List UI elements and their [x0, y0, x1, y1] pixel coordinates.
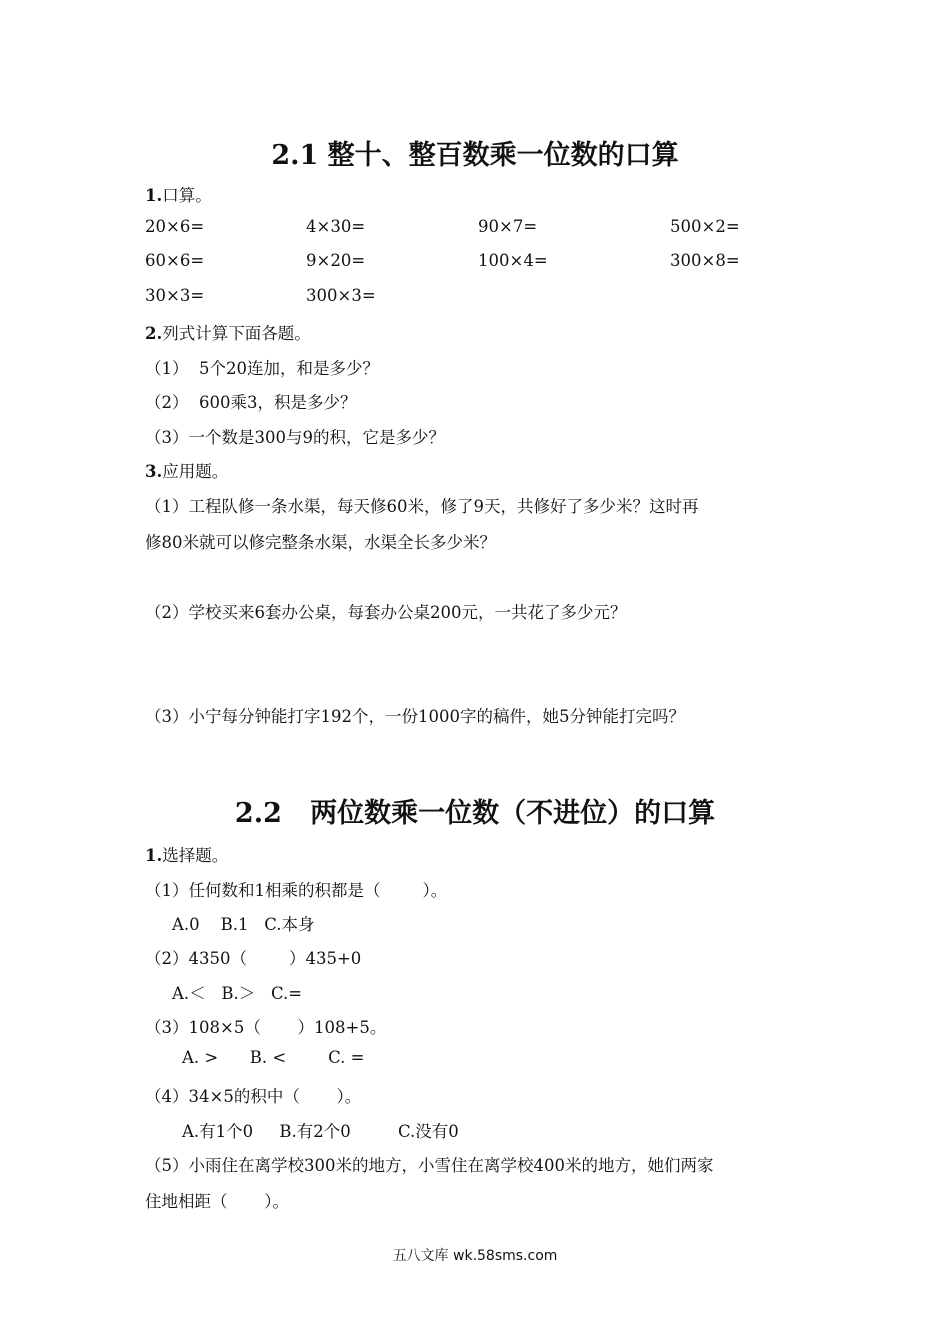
sub-question: （2） 600乘3，积是多少？: [145, 393, 357, 412]
question-text: 选择题。: [162, 846, 229, 865]
oral-calc-item: 30×3=: [145, 286, 205, 305]
question-2-heading: [145, 320, 311, 344]
word-problem-line: （1）工程队修一条水渠，每天修60米，修了9天，共修好了多少米？这时再: [145, 497, 699, 516]
question-text: 应用题。: [162, 462, 229, 481]
oral-calc-item: 300×8=: [670, 251, 740, 270]
oral-calc-item: 9×20=: [306, 251, 366, 270]
question-3-heading: [145, 458, 228, 482]
choice-question: （3）108×5（ ）108+5。: [145, 1018, 387, 1037]
sub-question: （1） 5个20连加，和是多少？: [145, 359, 379, 378]
choice-options: A.有1个0 B.有2个0 C.没有0: [182, 1122, 459, 1141]
question-1-heading: [145, 182, 212, 206]
question-1-heading: [145, 842, 228, 866]
question-text: 口算。: [162, 186, 212, 205]
word-problem: （2）学校买来6套办公桌，每套办公桌200元，一共花了多少元？: [145, 603, 627, 622]
word-problem: （3）小宁每分钟能打字192个，一份1000字的稿件，她5分钟能打完吗？: [145, 707, 685, 726]
question-number: 3.: [145, 462, 163, 481]
oral-calc-item: 300×3=: [306, 286, 376, 305]
oral-calc-item: 60×6=: [145, 251, 205, 270]
oral-calc-item: 90×7=: [478, 217, 538, 236]
choice-question-line: 住地相距（ ）。: [145, 1192, 289, 1211]
oral-calc-item: 4×30=: [306, 217, 366, 236]
question-number: 1.: [145, 186, 163, 205]
sub-question: （3）一个数是300与9的积，它是多少？: [145, 428, 445, 447]
choice-question: （2）4350（ ）435+0: [145, 949, 362, 968]
question-text: 列式计算下面各题。: [162, 324, 311, 343]
choice-options: A.＜ B.＞ C.=: [172, 984, 303, 1003]
choice-options: A.0 B.1 C.本身: [172, 915, 315, 934]
choice-question: （4）34×5的积中（ ）。: [145, 1087, 362, 1106]
oral-calc-item: 500×2=: [670, 217, 740, 236]
choice-question-line: （5）小雨住在离学校300米的地方，小雪住在离学校400米的地方，她们两家: [145, 1156, 714, 1175]
section-title-2-1: 2.1 整十、整百数乘一位数的口算: [271, 140, 679, 171]
section-title-2-2: 2.2 两位数乘一位数（不进位）的口算: [234, 798, 716, 829]
choice-options: A. > B. < C. =: [182, 1048, 365, 1067]
oral-calc-item: 20×6=: [145, 217, 205, 236]
question-number: 1.: [145, 846, 163, 865]
question-number: 2.: [145, 324, 163, 343]
choice-question: （1）任何数和1相乘的积都是（ ）。: [145, 881, 448, 900]
word-problem-line: 修80米就可以修完整条水渠，水渠全长多少米？: [145, 533, 496, 552]
oral-calc-item: 100×4=: [478, 251, 548, 270]
footer-watermark: 五八文库 wk.58sms.com: [392, 1248, 558, 1264]
